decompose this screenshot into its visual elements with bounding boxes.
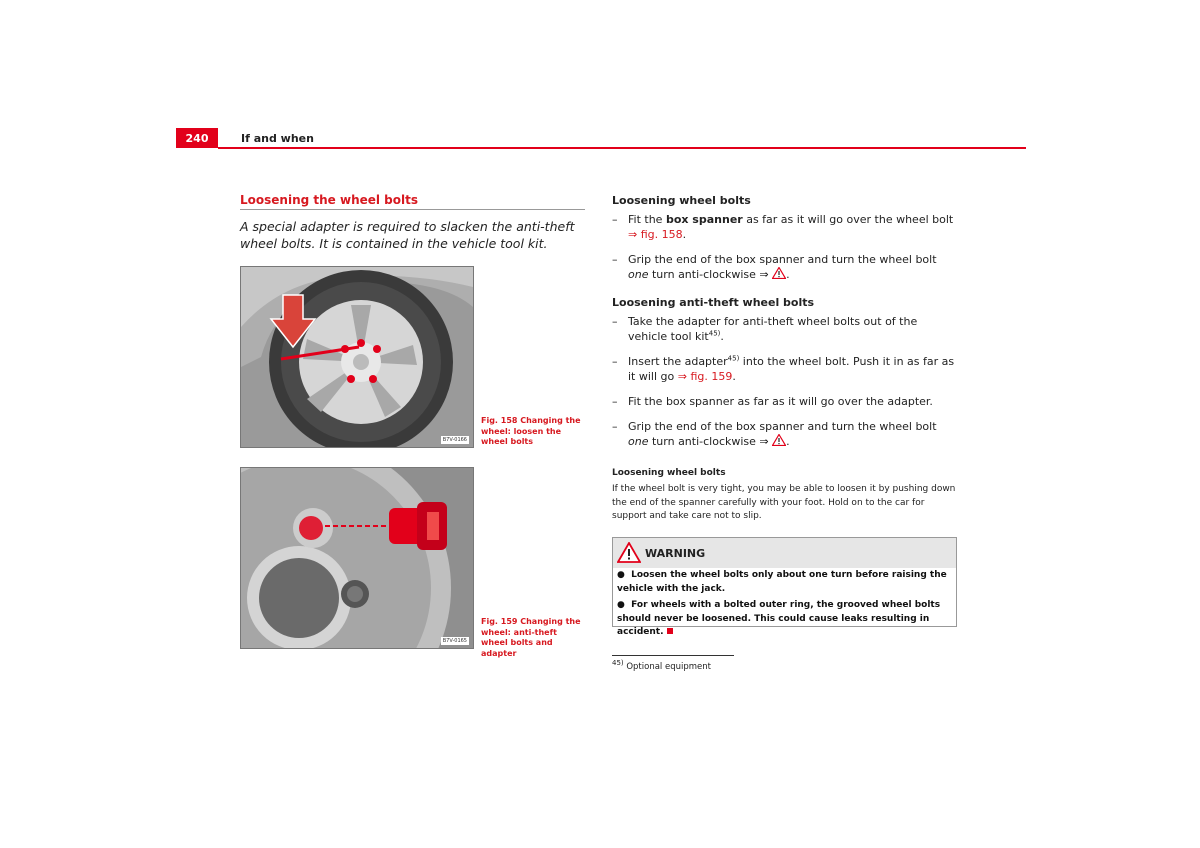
list-item: – Insert the adapter$^{45)}$ into the wheel bolt. Push it in as far as it will go ⇒ fig. 159.	[612, 354, 955, 383]
footnote-mark: 45)	[612, 659, 624, 668]
figure-159-caption: Fig. 159 Changing the wheel: anti-theft wheel bolts and adapter	[481, 617, 581, 658]
footnote-ref: 45)	[708, 329, 721, 338]
warning-triangle-icon	[772, 434, 786, 446]
footnote-ref: 45)	[727, 354, 740, 363]
footnote	[612, 659, 711, 672]
bullet: ●	[617, 570, 632, 580]
dash: –	[612, 213, 618, 226]
warning-item: ● Loosen the wheel bolts only about one turn before raising the vehicle with the jack.	[617, 570, 947, 594]
figure-code: B7V-0166	[442, 437, 467, 443]
figure-158-wheel	[240, 266, 474, 448]
dash: –	[612, 315, 618, 328]
dash: –	[612, 420, 618, 433]
list-item: – Grip the end of the box spanner and turn the wheel bolt one turn anti-clockwise ⇒ .	[612, 253, 937, 281]
fig-159-link[interactable]: ⇒ fig. 159	[677, 370, 733, 383]
footnote-text: Optional equipment	[626, 662, 711, 672]
list-item: – Grip the end of the box spanner and turn the wheel bolt one turn anti-clockwise ⇒ .	[612, 420, 937, 448]
warning-triangle-icon	[617, 542, 641, 563]
fig-158-link[interactable]: ⇒ fig. 158	[628, 228, 683, 241]
warning-label: WARNING	[645, 547, 706, 560]
heading-loosening-wheel-bolts: Loosening wheel bolts	[612, 194, 751, 207]
page-number: 240	[176, 128, 218, 148]
warning-triangle-icon	[772, 267, 786, 279]
chapter-title: If and when	[241, 132, 314, 145]
wheel-illustration	[241, 267, 473, 447]
warning-header	[613, 538, 956, 568]
dash: –	[612, 355, 618, 368]
dash: –	[612, 395, 618, 408]
warning-box	[612, 537, 957, 637]
list-item: – Fit the box spanner as far as it will go over the wheel bolt ⇒ fig. 158.	[612, 213, 954, 241]
end-mark	[667, 628, 673, 634]
note-heading: Loosening wheel bolts	[612, 468, 726, 478]
warning-item: ● For wheels with a bolted outer ring, the grooved wheel bolts should never be loosened. This could cause leaks resulting in accident.	[617, 600, 941, 637]
note-text: If the wheel bolt is very tight, you may be able to loosen it by pushing down the end of the spanner carefully with your foot. Hold on to the car for support and take care not to slip.	[612, 484, 956, 521]
footnote-rule	[612, 655, 734, 656]
list-item: – Take the adapter for anti-theft wheel bolts out of the vehicle tool kit$^{45)}$.	[612, 315, 918, 343]
adapter-illustration	[241, 468, 473, 648]
heading-anti-theft: Loosening anti-theft wheel bolts	[612, 296, 815, 309]
figure-159-adapter	[240, 467, 474, 649]
figure-158-caption: Fig. 158 Changing the wheel: loosen the wheel bolts	[481, 416, 581, 446]
bullet: ●	[617, 600, 632, 610]
figure-code: B7V-0165	[442, 638, 467, 644]
header-rule	[218, 147, 1026, 149]
intro-text: A special adapter is required to slacken the anti-theft wheel bolts. It is contained in the vehicle tool kit.	[240, 219, 575, 251]
list-item: – Fit the box spanner as far as it will go over the adapter.	[612, 395, 933, 408]
dash: –	[612, 253, 618, 266]
section-title: Loosening the wheel bolts	[240, 193, 419, 207]
section-rule	[240, 209, 585, 210]
